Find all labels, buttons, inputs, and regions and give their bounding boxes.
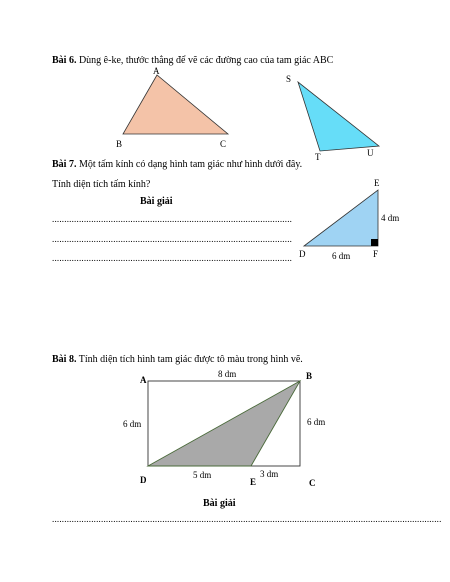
ex8-number: Bài 8. <box>52 354 77 365</box>
ex8-answer-line[interactable]: ............................................................................................................................................................... <box>52 514 442 524</box>
ex8-text: Tính diện tích hình tam giác được tô màu trong hình vẽ. <box>78 354 303 365</box>
length-de: 5 dm <box>193 470 212 480</box>
length-ef: 4 dm <box>381 213 400 223</box>
shaded-triangle-dbe <box>148 381 300 466</box>
label-a: A <box>153 66 160 76</box>
label-b: B <box>116 139 123 149</box>
label-rect-c: C <box>309 478 316 488</box>
label-e: E <box>374 178 380 188</box>
ex7-question: Tính diện tích tấm kính? <box>52 179 151 190</box>
length-df: 6 dm <box>332 251 351 261</box>
ex7-number: Bài 7. <box>52 159 77 170</box>
ex7-answer-title: Bài giải <box>140 196 173 207</box>
ex7-answer-line-1[interactable]: .................................................................................................. <box>52 214 293 224</box>
ex7-line <box>52 159 302 171</box>
ex7-answer-line-2[interactable]: .................................................................................................. <box>52 234 293 244</box>
right-angle-mark-f <box>371 239 378 246</box>
length-ad: 6 dm <box>123 419 142 429</box>
ex8-answer-title: Bài giải <box>203 498 236 509</box>
label-rect-d: D <box>140 475 147 485</box>
label-rect-b: B <box>306 371 313 381</box>
ex7-text: Một tấm kính có dạng hình tam giác như hình dưới đây. <box>78 159 303 170</box>
label-d: D <box>299 249 306 259</box>
label-s: S <box>286 74 292 84</box>
triangle-stu <box>298 82 379 151</box>
triangle-abc <box>123 75 228 134</box>
ex6-text: Dùng ê-ke, thước thẳng để vẽ các đường cao của tam giác ABC <box>78 55 334 66</box>
label-c: C <box>220 139 227 149</box>
label-rect-a: A <box>140 375 147 385</box>
ex6-number: Bài 6. <box>52 55 77 66</box>
triangle-def <box>304 190 378 246</box>
length-bc: 6 dm <box>307 417 326 427</box>
length-ec: 3 dm <box>260 469 279 479</box>
label-t: T <box>315 152 321 162</box>
length-ab: 8 dm <box>218 369 237 379</box>
ex7-answer-line-3[interactable]: .................................................................................................. <box>52 253 293 263</box>
ex8-line <box>52 354 303 366</box>
label-rect-e: E <box>250 477 257 487</box>
label-f: F <box>373 249 379 259</box>
label-u: U <box>367 148 374 158</box>
